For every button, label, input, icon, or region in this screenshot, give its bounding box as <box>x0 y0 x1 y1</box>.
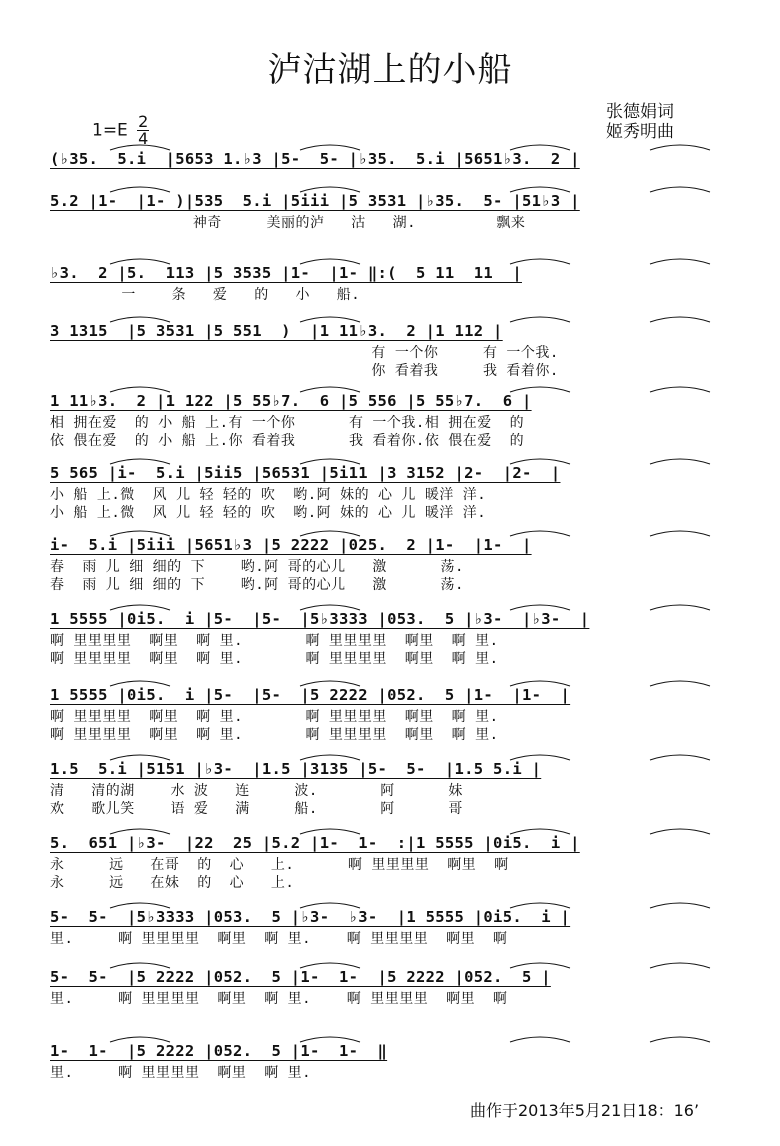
notation-line: 1 11♭3. 2 |1 122 |5 55♭7. 6 |5 556 |5 55♭7. 6 | <box>50 392 532 410</box>
score-system <box>50 320 750 380</box>
notation-line: 5. 651 |♭3- |22 25 |5.2 |1- 1- :|1 5555 |0i5. i | <box>50 834 580 852</box>
lyricist: 张德娟词 <box>606 102 674 122</box>
score-system <box>50 966 750 1008</box>
notation-line: 5- 5- |5 2222 |052. 5 |1- 1- |5 2222 |052. 5 | <box>50 968 551 986</box>
notation-line: ♭3. 2 |5. 113 |5 3535 |1- |1- ‖:( 5 11 11 | <box>50 264 522 282</box>
score-system <box>50 608 750 668</box>
score-system <box>50 906 750 948</box>
notation-line: 1- 1- |5 2222 |052. 5 |1- 1- ‖ <box>50 1042 388 1060</box>
lyric-line: 春 雨 儿 细 细的 下 哟.阿 哥的心儿 激 荡. <box>50 559 464 575</box>
lyric-line: 春 雨 儿 细 细的 下 哟.阿 哥的心儿 激 荡. <box>50 577 464 593</box>
lyric-line: 永 远 在哥 的 心 上. 啊 里里里里 啊里 啊 <box>50 857 509 873</box>
notation-line: 5.2 |1- |1- )|535 5.i |5iii |5 3531 |♭35. 5- |51♭3 | <box>50 192 580 210</box>
song-title: 泸沽湖上的小船 <box>267 50 513 90</box>
lyric-line: 永 远 在妹 的 心 上. <box>50 875 295 891</box>
lyric-line: 欢 歌儿笑 语 爱 满 船. 阿 哥 <box>50 801 463 817</box>
composer: 姬秀明曲 <box>606 122 674 142</box>
lyric-line: 啊 里里里里 啊里 啊 里. 啊 里里里里 啊里 啊 里. <box>50 709 499 725</box>
score-system <box>50 534 750 594</box>
time-signature-top: 2 <box>138 112 149 131</box>
lyric-line: 依 偎在爱 的 小 船 上.你 看着我 我 看着你.依 偎在爱 的 <box>50 433 525 449</box>
notation-line: 5- 5- |5♭3333 |053. 5 |♭3- ♭3- |1 5555 |0i5. i | <box>50 908 571 926</box>
notation-line: i- 5.i |5iii |5651♭3 |5 2222 |025. 2 |1- |1- | <box>50 536 532 554</box>
lyric-line: 里. 啊 里里里里 啊里 啊 里. <box>50 1065 312 1081</box>
key-label: 1=E <box>92 120 128 141</box>
composition-date: 曲作于2013年5月21日18：16’ <box>470 1101 700 1120</box>
time-signature <box>137 114 149 147</box>
lyric-line: 啊 里里里里 啊里 啊 里. 啊 里里里里 啊里 啊 里. <box>50 727 499 743</box>
notation-line: 1 5555 |0i5. i |5- |5- |5♭3333 |053. 5 |♭3- |♭3- | <box>50 610 590 628</box>
lyric-line: 里. 啊 里里里里 啊里 啊 里. 啊 里里里里 啊里 啊 <box>50 991 508 1007</box>
lyric-line: 啊 里里里里 啊里 啊 里. 啊 里里里里 啊里 啊 里. <box>50 633 499 649</box>
lyric-line: 一 条 爱 的 小 船. <box>50 287 361 303</box>
lyric-line: 相 拥在爱 的 小 船 上.有 一个你 有 一个我.相 拥在爱 的 <box>50 415 525 431</box>
score-system <box>50 758 750 818</box>
lyric-line: 小 船 上.微 风 儿 轻 轻的 吹 哟.阿 妹的 心 儿 暖洋 洋. <box>50 487 487 503</box>
score-system <box>50 832 750 892</box>
score-system <box>50 262 750 304</box>
score-system <box>50 684 750 744</box>
lyric-line: 小 船 上.微 风 儿 轻 轻的 吹 哟.阿 妹的 心 儿 暖洋 洋. <box>50 505 487 521</box>
time-signature-bottom: 4 <box>138 129 149 148</box>
notation-line: 5 565 |i- 5.i |5ii5 |56531 |5i11 |3 3152 |2- |2- | <box>50 464 561 482</box>
lyric-line: 清 清的湖 水 波 连 波. 阿 妹 <box>50 783 463 799</box>
score-system <box>50 148 750 172</box>
lyric-line: 啊 里里里里 啊里 啊 里. 啊 里里里里 啊里 啊 里. <box>50 651 499 667</box>
notation-line: (♭35. 5.i |5653 1.♭3 |5- 5- |♭35. 5.i |5651♭3. 2 | <box>50 150 580 168</box>
lyric-line: 有 一个你 有 一个我. <box>50 345 559 361</box>
notation-line: 1.5 5.i |5151 |♭3- |1.5 |3135 |5- 5- |1.5 5.i | <box>50 760 542 778</box>
credits <box>606 102 674 142</box>
notation-line: 1 5555 |0i5. i |5- |5- |5 2222 |052. 5 |1- |1- | <box>50 686 571 704</box>
score-system <box>50 1040 750 1082</box>
score-system <box>50 390 750 450</box>
notation-line: 3 1315 |5 3531 |5 551 ) |1 11♭3. 2 |1 112 | <box>50 322 503 340</box>
score-system <box>50 190 750 232</box>
lyric-line: 里. 啊 里里里里 啊里 啊 里. 啊 里里里里 啊里 啊 <box>50 931 508 947</box>
lyric-line: 神奇 美丽的泸 沽 湖. 飘来 <box>50 215 526 231</box>
score-system <box>50 462 750 522</box>
key-signature <box>92 114 149 147</box>
lyric-line: 你 看着我 我 看着你. <box>50 363 559 379</box>
